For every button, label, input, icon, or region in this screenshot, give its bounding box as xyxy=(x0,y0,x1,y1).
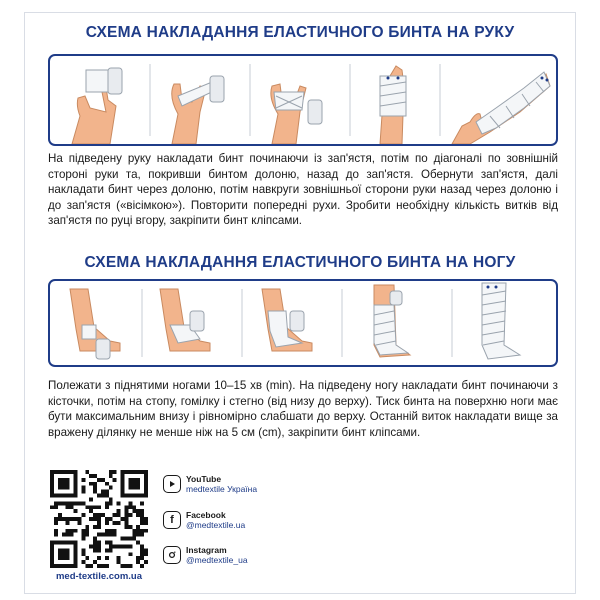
instagram-label: Instagram xyxy=(186,545,227,555)
leg-instructions-text: Полежати з піднятими ногами 10–15 хв (min). На підведену ногу накладати бинт починаючи з кісточки, потім на стопу, гомілку і стегно (від низу до верху). Тиск бинта на поверхню ноги має бути максимальним внизу і рівномірно слабшати до верху. Останній виток накладати вище за вражену ділянку не менше ніж на 5 см (cm), закріпити бинт кліпсами. xyxy=(48,379,558,439)
arm-instructions-text: На підведену руку накладати бинт починаючи із зап'ястя, потім по діагоналі по зовнішній стороні руки та, покривши бинтом долоню, назад до зап'ястя. Обернути зап'ястя, далі накладати бинт через долоню, потім навкруги зовнішньої сторони руки назад через долоню і до зап'ястя («вісімкою»). Повторити попередні рухи. Зробити необхідну кількість витків від зап'ястя по руці вгору, закріпити бинт кліпсами. xyxy=(48,152,558,228)
instagram-handle: @medtextile_ua xyxy=(186,555,248,565)
youtube-link[interactable] xyxy=(163,474,257,494)
qr-code[interactable] xyxy=(50,470,148,568)
website-link[interactable]: med-textile.com.ua xyxy=(55,571,143,582)
leg-step-1-illustration xyxy=(70,289,120,359)
facebook-link[interactable] xyxy=(163,510,245,530)
facebook-icon: f xyxy=(163,511,181,529)
youtube-label: YouTube xyxy=(186,474,222,484)
arm-section-title: СХЕМА НАКЛАДАННЯ ЕЛАСТИЧНОГО БИНТА НА РУКУ xyxy=(85,24,515,41)
arm-step-5-illustration xyxy=(452,72,550,144)
leg-step-4-illustration xyxy=(374,285,410,357)
youtube-handle: medtextile Україна xyxy=(186,484,258,494)
leg-step-5-illustration xyxy=(482,283,520,359)
facebook-handle: @medtextile.ua xyxy=(186,520,246,530)
arm-step-1-illustration xyxy=(72,68,122,144)
instagram-link[interactable] xyxy=(163,545,248,565)
arm-steps-panel xyxy=(48,54,558,146)
facebook-label: Facebook xyxy=(186,510,226,520)
leg-step-2-illustration xyxy=(160,289,210,351)
leg-steps-panel xyxy=(48,279,558,367)
leg-section-title: СХЕМА НАКЛАДАННЯ ЕЛАСТИЧНОГО БИНТА НА НОГУ xyxy=(84,254,516,271)
instagram-icon xyxy=(163,546,181,564)
youtube-icon xyxy=(163,475,181,493)
arm-step-3-illustration xyxy=(271,84,322,144)
arm-step-4-illustration xyxy=(380,66,406,144)
leg-step-3-illustration xyxy=(262,289,312,351)
arm-step-2-illustration xyxy=(172,76,224,144)
